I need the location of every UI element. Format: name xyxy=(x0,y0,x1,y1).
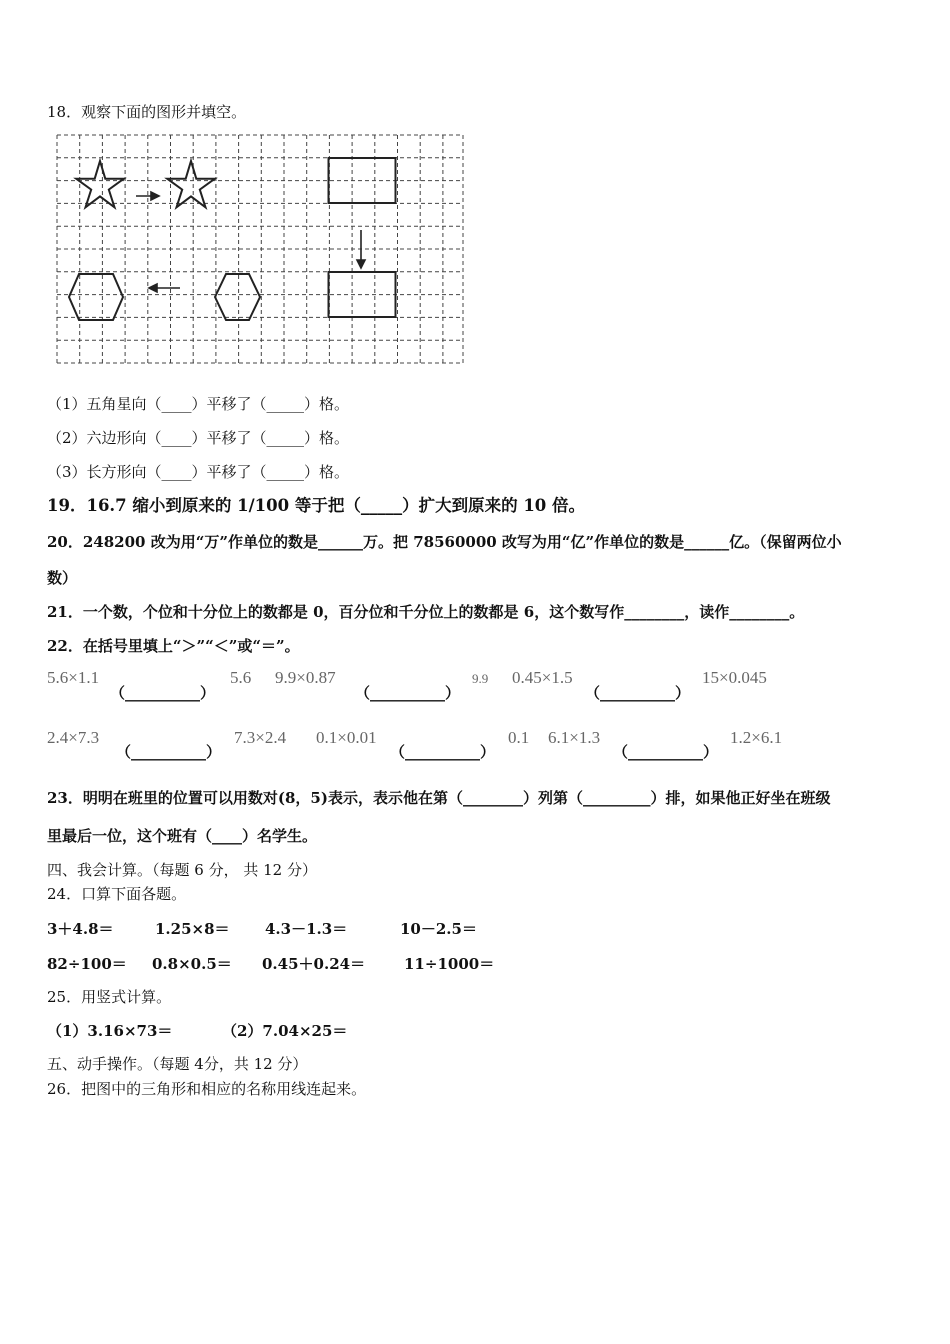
q22-r1-expr-6: 15×0.045 xyxy=(702,668,767,687)
q18-item-3: （3）长方形向（____）平移了（_____）格。 xyxy=(47,463,350,481)
q22-r2-expr-5: 6.1×1.3 xyxy=(548,728,601,747)
q22-r2-expr-1: 2.4×7.3 xyxy=(47,728,100,747)
q20-line-2: 数） xyxy=(47,569,78,587)
q24-r1-4: 10－2.5＝ xyxy=(400,920,477,938)
q18-title: 18．观察下面的图形并填空。 xyxy=(47,103,247,121)
section-5-heading: 五、动手操作。（每题 4分，共 12 分） xyxy=(47,1055,308,1073)
q22-r1-blank-2[interactable]: （__________） xyxy=(355,684,461,702)
section-4-heading: 四、我会计算。（每题 6 分， 共 12 分） xyxy=(47,861,317,879)
q24-r2-2: 0.8×0.5＝ xyxy=(152,955,232,973)
q24-r2-4: 11÷1000＝ xyxy=(404,955,495,973)
q22-r1-expr-1: 5.6×1.1 xyxy=(47,668,100,687)
q25-item-2: （2）7.04×25＝ xyxy=(222,1022,348,1040)
q19: 19．16.7 缩小到原来的 1/100 等于把（_____）扩大到原来的 10 倍。 xyxy=(47,496,586,515)
q22-r2-expr-4: 0.1 xyxy=(508,728,530,747)
star-moved xyxy=(167,161,215,207)
q24-r1-3: 4.3－1.3＝ xyxy=(265,920,348,938)
q24-r2-1: 82÷100＝ xyxy=(47,955,127,973)
q24-r2-3: 0.45＋0.24＝ xyxy=(262,955,366,973)
q22-r2-blank-1[interactable]: （__________） xyxy=(116,743,222,761)
q21: 21．一个数，个位和十分位上的数都是 0，百分位和千分位上的数都是 6，这个数写作________，读作________。 xyxy=(47,603,805,621)
q18-item-2: （2）六边形向（____）平移了（_____）格。 xyxy=(47,429,350,447)
q22-r2-expr-6: 1.2×6.1 xyxy=(730,728,783,747)
q22-title: 22．在括号里填上“＞”“＜”或“＝”。 xyxy=(47,637,300,655)
translation-grid-figure xyxy=(55,133,467,367)
q23-line-1: 23．明明在班里的位置可以用数对(8，5)表示，表示他在第（________）列第（_________）排，如果他正好坐在班级 xyxy=(47,789,831,807)
q22-r1-blank-1[interactable]: （__________） xyxy=(110,684,216,702)
q24-r1-2: 1.25×8＝ xyxy=(155,920,230,938)
q18-item-1: （1）五角星向（____）平移了（_____）格。 xyxy=(47,395,350,413)
q22-r2-blank-3[interactable]: （__________） xyxy=(613,743,719,761)
hexagon-original xyxy=(215,274,260,320)
q25-item-1: （1）3.16×73＝ xyxy=(47,1022,173,1040)
q24-title: 24．口算下面各题。 xyxy=(47,885,187,903)
q26: 26．把图中的三角形和相应的名称用线连起来。 xyxy=(47,1080,367,1098)
q24-r1-1: 3＋4.8＝ xyxy=(47,920,114,938)
q22-r2-expr-3: 0.1×0.01 xyxy=(316,728,377,747)
q22-r1-blank-3[interactable]: （__________） xyxy=(585,684,691,702)
hexagon-moved xyxy=(69,274,123,320)
q22-r1-expr-3: 9.9×0.87 xyxy=(275,668,336,687)
q25-title: 25．用竖式计算。 xyxy=(47,988,172,1006)
q22-r2-blank-2[interactable]: （__________） xyxy=(390,743,496,761)
q23-line-2: 里最后一位，这个班有（____）名学生。 xyxy=(47,827,318,845)
star-original xyxy=(76,161,124,207)
q20-line-1: 20．248200 改为用“万”作单位的数是______万。把 78560000 改写为用“亿”作单位的数是______亿。（保留两位小 xyxy=(47,533,842,551)
q22-r1-expr-5: 0.45×1.5 xyxy=(512,668,573,687)
q22-r1-expr-4: 9.9 xyxy=(472,671,489,686)
q22-r2-expr-2: 7.3×2.4 xyxy=(234,728,287,747)
q22-r1-expr-2: 5.6 xyxy=(230,668,252,687)
